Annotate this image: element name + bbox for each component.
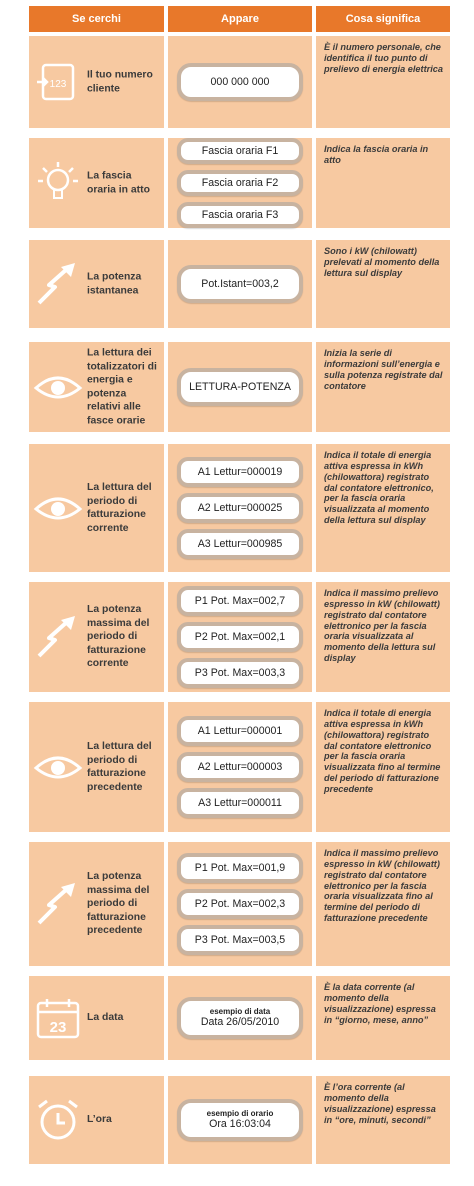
row-label: La potenza massima del periodo di fatturazione corrente <box>87 604 150 670</box>
lightning-icon <box>33 612 83 662</box>
meaning-text: Inizia la serie di informazioni sull’energia e sulla potenza registrate dal contatore <box>316 342 450 432</box>
table-row <box>29 36 450 128</box>
display-readout: A3 Lettur=000011 <box>177 788 303 818</box>
search-cell <box>29 138 164 228</box>
display-readout: P3 Pot. Max=003,5 <box>177 925 303 955</box>
display-readout: 000 000 000 <box>177 63 303 101</box>
header-appare: Appare <box>168 6 312 32</box>
display-readout: P2 Pot. Max=002,3 <box>177 889 303 919</box>
row-label: La data <box>87 1012 124 1024</box>
display-readout: P1 Pot. Max=001,9 <box>177 853 303 883</box>
search-cell <box>29 1076 164 1164</box>
id-card-icon <box>33 57 83 107</box>
display-caption: esempio di orario <box>206 1108 274 1118</box>
display-cell <box>168 342 312 432</box>
search-cell <box>29 976 164 1060</box>
display-cell <box>168 444 312 572</box>
display-readout: Fascia oraria F3 <box>177 202 303 228</box>
meaning-text: Indica il massimo prelievo espresso in kW (chilowatt) registrato dal contatore elettronico per la fascia oraria visualizzata fino al termine del periodo di fatturazione precedente <box>316 842 450 966</box>
display-readout: A2 Lettur=000003 <box>177 752 303 782</box>
display-cell <box>168 582 312 692</box>
meaning-text: È il numero personale, che identifica il tuo punto di prelievo di energia elettrica <box>316 36 450 128</box>
row-label: La lettura dei totalizzatori di energia e potenza relativi alle fasce orarie <box>87 347 157 427</box>
display-readout <box>177 1099 303 1141</box>
display-readout: A1 Lettur=000019 <box>177 457 303 487</box>
table-row <box>29 1076 450 1164</box>
meaning-text: È la data corrente (al momento della visualizzazione) espressa in “giorno, mese, anno” <box>316 976 450 1060</box>
display-value: Ora 16:03:04 <box>209 1118 271 1131</box>
calendar-icon <box>33 993 83 1043</box>
header-se-cerchi: Se cerchi <box>29 6 164 32</box>
display-readout: A3 Lettur=000985 <box>177 529 303 559</box>
table-row <box>29 444 450 572</box>
row-label: Il tuo numero cliente <box>87 69 153 94</box>
display-readout: P1 Pot. Max=002,7 <box>177 586 303 616</box>
svg-text:23: 23 <box>49 1019 67 1036</box>
alarm-clock-icon <box>33 1095 83 1145</box>
row-label: La lettura del periodo di fatturazione corrente <box>87 481 152 534</box>
search-cell <box>29 582 164 692</box>
search-cell <box>29 36 164 128</box>
display-cell <box>168 702 312 832</box>
eye-icon <box>33 362 83 412</box>
table-row <box>29 582 450 692</box>
svg-text:123: 123 <box>49 79 67 90</box>
display-value: Data 26/05/2010 <box>200 1016 280 1029</box>
row-label: La potenza istantanea <box>87 271 142 296</box>
display-cell <box>168 976 312 1060</box>
display-cell <box>168 240 312 328</box>
meaning-text: Indica il totale di energia attiva espressa in kWh (chilowattora) registrato dal contatore elettronico per la fascia oraria visualizzata fino al termine del periodo di fatturazione precedente <box>316 702 450 832</box>
eye-icon <box>33 742 83 792</box>
search-cell <box>29 240 164 328</box>
table-row <box>29 342 450 432</box>
display-cell <box>168 842 312 966</box>
meaning-text: Indica il totale di energia attiva espressa in kWh (chilowattora) registrato dal contatore elettronico, per la fascia oraria visualizzata al momento della lettura sul display <box>316 444 450 572</box>
display-readout: A2 Lettur=000025 <box>177 493 303 523</box>
display-readout <box>177 997 303 1039</box>
table-row <box>29 702 450 832</box>
meaning-text: È l’ora corrente (al momento della visualizzazione) espressa in “ore, minuti, secondi” <box>316 1076 450 1164</box>
table-row <box>29 138 450 228</box>
row-label: L’ora <box>87 1114 112 1126</box>
display-cell <box>168 138 312 228</box>
display-caption: esempio di data <box>209 1006 271 1016</box>
table-row <box>29 842 450 966</box>
search-cell <box>29 444 164 572</box>
row-label: La potenza massima del periodo di fatturazione precedente <box>87 871 150 937</box>
lightning-icon <box>33 879 83 929</box>
display-readout: A1 Lettur=000001 <box>177 716 303 746</box>
row-label: La fascia oraria in atto <box>87 170 150 195</box>
search-cell <box>29 342 164 432</box>
eye-icon <box>33 483 83 533</box>
meaning-text: Indica la fascia oraria in atto <box>316 138 450 228</box>
row-label: La lettura del periodo di fatturazione precedente <box>87 740 152 793</box>
search-cell <box>29 842 164 966</box>
meaning-text: Sono i kW (chilowatt) prelevati al momento della lettura sul display <box>316 240 450 328</box>
display-cell <box>168 1076 312 1164</box>
lightbulb-icon <box>33 158 83 208</box>
display-readout: Fascia oraria F1 <box>177 138 303 164</box>
lightning-icon <box>33 259 83 309</box>
search-cell <box>29 702 164 832</box>
meaning-text: Indica il massimo prelievo espresso in kW (chilowatt) registrato dal contatore elettronico per la fascia oraria visualizzata al momento della lettura sul display <box>316 582 450 692</box>
table-row <box>29 976 450 1060</box>
display-readout: Fascia oraria F2 <box>177 170 303 196</box>
display-readout: P2 Pot. Max=002,1 <box>177 622 303 652</box>
display-readout: Pot.Istant=003,2 <box>177 265 303 303</box>
header-cosa-significa: Cosa significa <box>316 6 450 32</box>
table-row <box>29 240 450 328</box>
display-cell <box>168 36 312 128</box>
display-readout: P3 Pot. Max=003,3 <box>177 658 303 688</box>
display-readout: LETTURA-POTENZA <box>177 368 303 406</box>
